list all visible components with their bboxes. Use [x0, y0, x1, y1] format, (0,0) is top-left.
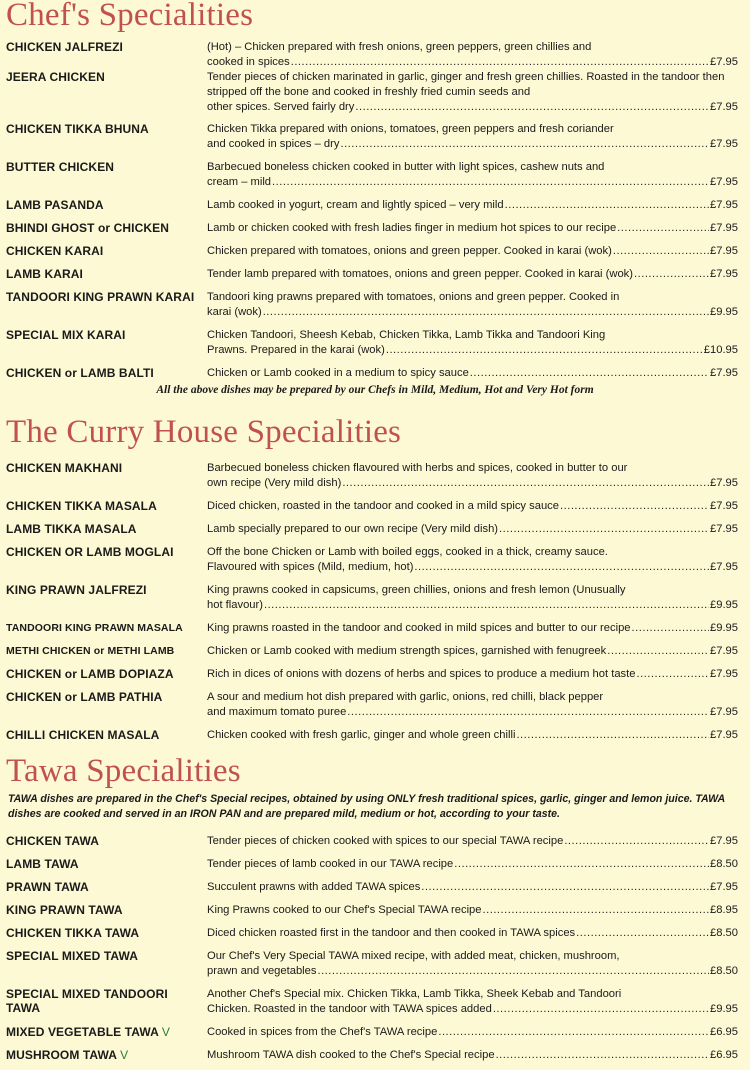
dish-description	[207, 834, 738, 849]
dish-description-end: other spices. Served fairly dry	[207, 101, 355, 113]
dot-leader	[576, 926, 709, 941]
dish-description-text: Off the bone Chicken or Lamb with boiled eggs, cooked in a thick, creamy sauce.	[207, 546, 608, 558]
dish-description	[207, 926, 738, 941]
dish-description-final-line	[207, 667, 738, 682]
dish-description-end: Flavoured with spices (Mild, medium, hot)	[207, 561, 414, 573]
dish-price: £7.95	[710, 245, 738, 257]
dot-leader	[317, 964, 709, 979]
dish-name	[6, 221, 202, 235]
dot-leader	[454, 857, 709, 872]
dish-name	[6, 545, 202, 559]
dish-name-text: KING PRAWN TAWA	[6, 903, 123, 917]
dish-description	[207, 461, 738, 491]
dish-description-end: and maximum tomato puree	[207, 706, 347, 718]
dish-description-final-line	[207, 560, 738, 575]
dish-description-final-line	[207, 964, 738, 979]
dish-description-final-line	[207, 366, 738, 381]
vegetarian-badge: V	[120, 1048, 129, 1062]
dish-description-end: Chicken prepared with tomatoes, onions and green pepper. Cooked in karai (wok)	[207, 245, 612, 257]
dish-price: £7.95	[710, 706, 738, 718]
dish-name-text: PRAWN TAWA	[6, 880, 89, 894]
dish-description	[207, 122, 738, 152]
dish-description-final-line	[207, 137, 738, 152]
dot-leader	[483, 903, 710, 918]
dish-name	[6, 70, 202, 84]
dish-description-final-line	[207, 598, 738, 613]
dish-description	[207, 40, 738, 70]
dish-description-text: Tender pieces of chicken marinated in garlic, ginger and fresh green chillies. Roasted in the tandoor then stripped off the bone and cooked in freshly fried cumin seeds and	[207, 71, 725, 98]
dot-leader	[636, 667, 709, 682]
dish-description	[207, 328, 738, 358]
dish-name	[6, 621, 202, 635]
dish-name	[6, 667, 202, 681]
dish-name	[6, 328, 202, 342]
dish-description-final-line	[207, 175, 738, 190]
dish-name-text: CHICKEN TAWA	[6, 834, 99, 848]
dish-description-final-line	[207, 522, 738, 537]
dot-leader	[634, 267, 709, 282]
dish-description-text: Our Chef's Very Special TAWA mixed recipe, with added meat, chicken, mushroom,	[207, 950, 620, 962]
dish-name	[6, 499, 202, 513]
dish-name-text: CHICKEN TIKKA MASALA	[6, 499, 157, 513]
dish-description-final-line	[207, 221, 738, 236]
dish-description	[207, 621, 738, 636]
dish-price: £7.95	[710, 101, 738, 113]
dish-price: £7.95	[710, 523, 738, 535]
dish-name-text: SPECIAL MIX KARAI	[6, 328, 126, 342]
dish-price: £7.95	[710, 176, 738, 188]
dish-description-final-line	[207, 100, 738, 115]
dish-description	[207, 198, 738, 213]
dish-description-end: Diced chicken, roasted in the tandoor and cooked in a mild spicy sauce	[207, 500, 559, 512]
dish-description-final-line	[207, 499, 738, 514]
dish-name	[6, 728, 202, 742]
dish-name-text: LAMB PASANDA	[6, 198, 104, 212]
dish-price: £7.95	[710, 645, 738, 657]
dish-description-end: and cooked in spices – dry	[207, 138, 340, 150]
dot-leader	[272, 175, 709, 190]
dish-name	[6, 244, 202, 258]
dish-name	[6, 198, 202, 212]
dish-name-text: MUSHROOM TAWA	[6, 1048, 118, 1062]
dish-name	[6, 880, 202, 894]
dish-name-text: CHICKEN MAKHANI	[6, 461, 123, 475]
dish-name	[6, 949, 202, 963]
dish-name-text: LAMB TIKKA MASALA	[6, 522, 137, 536]
dish-description-final-line	[207, 305, 738, 320]
dish-description-end: own recipe (Very mild dish)	[207, 477, 342, 489]
dish-description-end: cooked in spices	[207, 56, 290, 68]
preparation-note: All the above dishes may be prepared by our Chefs in Mild, Medium, Hot and Very Hot form	[156, 384, 594, 396]
dish-description-final-line	[207, 644, 738, 659]
dish-description	[207, 987, 738, 1017]
dish-description-end: Cooked in spices from the Chef's TAWA recipe	[207, 1026, 438, 1038]
dish-description	[207, 857, 738, 872]
dish-description	[207, 499, 738, 514]
dish-description	[207, 949, 738, 979]
dish-name-text: MIXED VEGETABLE TAWA	[6, 1025, 159, 1039]
dish-description	[207, 267, 738, 282]
section-title-curry-house-specialities: The Curry House Specialities	[6, 414, 402, 450]
dish-price: £7.95	[710, 561, 738, 573]
dish-name	[6, 1025, 202, 1039]
dish-description-end: Lamb cooked in yogurt, cream and lightly spiced – very mild	[207, 199, 504, 211]
dish-price: £7.95	[710, 881, 738, 893]
dish-name-text: JEERA CHICKEN	[6, 70, 105, 84]
dish-description	[207, 903, 738, 918]
dish-name-text: CHICKEN OR LAMB MOGLAI	[6, 545, 174, 559]
dish-description-text: Chicken Tikka prepared with onions, tomatoes, green peppers and fresh coriander	[207, 123, 614, 135]
dish-price: £8.50	[710, 927, 738, 939]
dish-description-final-line	[207, 343, 738, 358]
dish-description	[207, 522, 738, 537]
dish-description-end: King prawns roasted in the tandoor and cooked in mild spices and butter to our recipe	[207, 622, 631, 634]
dish-name	[6, 583, 202, 597]
dish-name-text: BHINDI GHOST or CHICKEN	[6, 221, 169, 235]
dish-description-text: A sour and medium hot dish prepared with garlic, onions, red chilli, black pepper	[207, 691, 604, 703]
dish-description	[207, 728, 738, 743]
dish-price: £7.95	[710, 56, 738, 68]
dish-name-text: TANDOORI KING PRAWN MASALA	[6, 622, 183, 634]
dish-price: £6.95	[710, 1026, 738, 1038]
dot-leader	[564, 834, 709, 849]
dish-price: £7.95	[710, 222, 738, 234]
dish-description-text: King prawns cooked in capsicums, green chillies, onions and fresh lemon (Unusually	[207, 584, 626, 596]
dish-description-end: Mushroom TAWA dish cooked to the Chef's Special recipe	[207, 1049, 495, 1061]
dish-name	[6, 160, 202, 174]
dish-name-text: METHI CHICKEN or METHI LAMB	[6, 645, 175, 657]
dot-leader	[470, 366, 709, 381]
dot-leader	[414, 560, 709, 575]
dish-description-text: (Hot) – Chicken prepared with fresh onions, green peppers, green chillies and	[207, 41, 592, 53]
dish-name-text: SPECIAL MIXED TAWA	[6, 949, 139, 963]
dish-name	[6, 522, 202, 536]
dish-name	[6, 857, 202, 871]
dish-price: £7.95	[710, 500, 738, 512]
dish-description-end: King Prawns cooked to our Chef's Special TAWA recipe	[207, 904, 482, 916]
dish-name-text: CHICKEN or LAMB DOPIAZA	[6, 667, 174, 681]
dish-description-end: Rich in dices of onions with dozens of herbs and spices to produce a medium hot taste	[207, 668, 636, 680]
dish-description-final-line	[207, 55, 738, 70]
dot-leader	[264, 598, 709, 613]
dish-description	[207, 290, 738, 320]
dish-description-text: Another Chef's Special mix. Chicken Tikka, Lamb Tikka, Sheek Kebab and Tandoori	[207, 988, 622, 1000]
dish-description	[207, 366, 738, 381]
dot-leader	[613, 244, 709, 259]
dish-price: £9.95	[710, 1003, 738, 1015]
dish-description-final-line	[207, 1002, 738, 1017]
vegetarian-badge: V	[161, 1025, 171, 1039]
dish-price: £7.95	[710, 367, 738, 379]
dish-description-final-line	[207, 621, 738, 636]
dish-name	[6, 1048, 202, 1062]
dish-description-text: Chicken Tandoori, Sheesh Kebab, Chicken Tikka, Lamb Tikka and Tandoori King	[207, 329, 606, 341]
dish-price: £7.95	[710, 668, 738, 680]
dot-leader	[632, 621, 709, 636]
dish-name	[6, 122, 202, 136]
dot-leader	[340, 137, 709, 152]
dish-description-end: hot flavour)	[207, 599, 263, 611]
dish-name-text: CHICKEN or LAMB BALTI	[6, 366, 154, 380]
dot-leader	[505, 198, 709, 213]
dish-description-end: Tender pieces of chicken cooked with spices to our special TAWA recipe	[207, 835, 564, 847]
dish-name-text: CHILLI CHICKEN MASALA	[6, 728, 160, 742]
dot-leader	[291, 55, 709, 70]
dish-name	[6, 366, 202, 380]
dish-description-end: Chicken cooked with fresh garlic, ginger and whole green chilli	[207, 729, 516, 741]
dish-name	[6, 903, 202, 917]
dish-description-final-line	[207, 267, 738, 282]
dish-name	[6, 644, 202, 658]
dish-price: £7.95	[710, 835, 738, 847]
dish-description-end: karai (wok)	[207, 306, 262, 318]
dish-description-end: Chicken. Roasted in the tandoor with TAWA spices added	[207, 1003, 492, 1015]
section-title-tawa-specialities: Tawa Specialities	[6, 753, 241, 789]
dish-description	[207, 1025, 738, 1040]
dish-price: £7.95	[710, 268, 738, 280]
dish-description-text: Barbecued boneless chicken flavoured with herbs and spices, cooked in butter to our	[207, 462, 628, 474]
dish-description-end: Diced chicken roasted first in the tandoor and then cooked in TAWA spices	[207, 927, 576, 939]
dish-description-text: Tandoori king prawns prepared with tomatoes, onions and green pepper. Cooked in	[207, 291, 620, 303]
dish-price: £7.95	[710, 729, 738, 741]
dish-description-final-line	[207, 705, 738, 720]
dish-description-final-line	[207, 834, 738, 849]
dish-name	[6, 290, 202, 304]
dish-description-end: cream – mild	[207, 176, 272, 188]
dish-description-end: Tender pieces of lamb cooked in our TAWA recipe	[207, 858, 454, 870]
dot-leader	[560, 499, 709, 514]
dish-name-text: TANDOORI KING PRAWN KARAI	[6, 290, 195, 304]
dot-leader	[347, 705, 709, 720]
dish-description-end: Succulent prawns with added TAWA spices	[207, 881, 421, 893]
dot-leader	[617, 221, 709, 236]
dish-price: £9.95	[710, 306, 738, 318]
dot-leader	[342, 476, 709, 491]
dish-name-text: SPECIAL MIXED TANDOORI TAWA	[6, 987, 168, 1015]
dish-description-text: Barbecued boneless chicken cooked in butter with light spices, cashew nuts and	[207, 161, 605, 173]
dish-description-end: Chicken or Lamb cooked with medium strength spices, garnished with fenugreek	[207, 645, 607, 657]
dish-price: £8.95	[710, 904, 738, 916]
dish-name	[6, 834, 202, 848]
dish-name	[6, 40, 202, 54]
dish-description-final-line	[207, 728, 738, 743]
dish-name	[6, 690, 202, 704]
dish-name-text: CHICKEN TIKKA BHUNA	[6, 122, 149, 136]
dish-description-final-line	[207, 880, 738, 895]
dish-description-final-line	[207, 857, 738, 872]
dish-description	[207, 545, 738, 575]
dish-description	[207, 644, 738, 659]
dish-description-end: Tender lamb prepared with tomatoes, onions and green pepper. Cooked in karai (wok)	[207, 268, 633, 280]
dish-name	[6, 267, 202, 281]
dish-name-text: LAMB KARAI	[6, 267, 83, 281]
dish-name	[6, 461, 202, 475]
dish-description-final-line	[207, 1025, 738, 1040]
dish-price: £7.95	[710, 477, 738, 489]
dish-price: £9.95	[710, 622, 738, 634]
dish-description	[207, 1048, 738, 1063]
dish-name-text: CHICKEN or LAMB PATHIA	[6, 690, 163, 704]
dish-name	[6, 926, 202, 940]
dot-leader	[421, 880, 709, 895]
dot-leader	[386, 343, 703, 358]
dish-price: £7.95	[710, 199, 738, 211]
dish-description	[207, 667, 738, 682]
dish-description	[207, 160, 738, 190]
dish-description-final-line	[207, 1048, 738, 1063]
dish-description-final-line	[207, 198, 738, 213]
dish-description-end: prawn and vegetables	[207, 965, 317, 977]
dish-description	[207, 880, 738, 895]
dot-leader	[516, 728, 709, 743]
dish-name-text: CHICKEN KARAI	[6, 244, 104, 258]
dot-leader	[496, 1048, 709, 1063]
dish-description	[207, 244, 738, 259]
dish-description-end: Prawns. Prepared in the karai (wok)	[207, 344, 385, 356]
dish-name-text: BUTTER CHICKEN	[6, 160, 115, 174]
dish-price: £10.95	[703, 344, 738, 356]
dish-description-final-line	[207, 244, 738, 259]
dish-price: £9.95	[710, 599, 738, 611]
tawa-intro: TAWA dishes are prepared in the Chef's Special recipes, obtained by using ONLY fresh traditional spices, garlic, ginger and lemon juice. TAWA dishes are cooked and served in an IRON PAN and are prepared mild, medium or hot, according to your taste.	[8, 793, 725, 820]
dot-leader	[263, 305, 709, 320]
dish-description-final-line	[207, 926, 738, 941]
dish-description-end: Lamb or chicken cooked with fresh ladies finger in medium hot spices to our recipe	[207, 222, 617, 234]
dish-description-end: Chicken or Lamb cooked in a medium to spicy sauce	[207, 367, 469, 379]
section-title-chefs-specialities: Chef's Specialities	[6, 0, 254, 33]
dot-leader	[499, 522, 709, 537]
dot-leader	[607, 644, 709, 659]
dish-description-final-line	[207, 903, 738, 918]
dot-leader	[493, 1002, 709, 1017]
dish-name-text: CHICKEN JALFREZI	[6, 40, 123, 54]
dish-price: £7.95	[710, 138, 738, 150]
dish-description-final-line	[207, 476, 738, 491]
dish-price: £8.50	[710, 965, 738, 977]
dish-name-text: CHICKEN TIKKA TAWA	[6, 926, 140, 940]
dish-description	[207, 221, 738, 236]
dish-price: £6.95	[710, 1049, 738, 1061]
dish-description-end: Lamb specially prepared to our own recipe (Very mild dish)	[207, 523, 499, 535]
dish-name-text: LAMB TAWA	[6, 857, 79, 871]
dish-name-text: KING PRAWN JALFREZI	[6, 583, 147, 597]
dish-description	[207, 583, 738, 613]
dish-description	[207, 690, 738, 720]
dot-leader	[438, 1025, 709, 1040]
dish-price: £8.50	[710, 858, 738, 870]
dish-description	[207, 70, 738, 115]
dot-leader	[355, 100, 709, 115]
dish-name	[6, 987, 202, 1015]
